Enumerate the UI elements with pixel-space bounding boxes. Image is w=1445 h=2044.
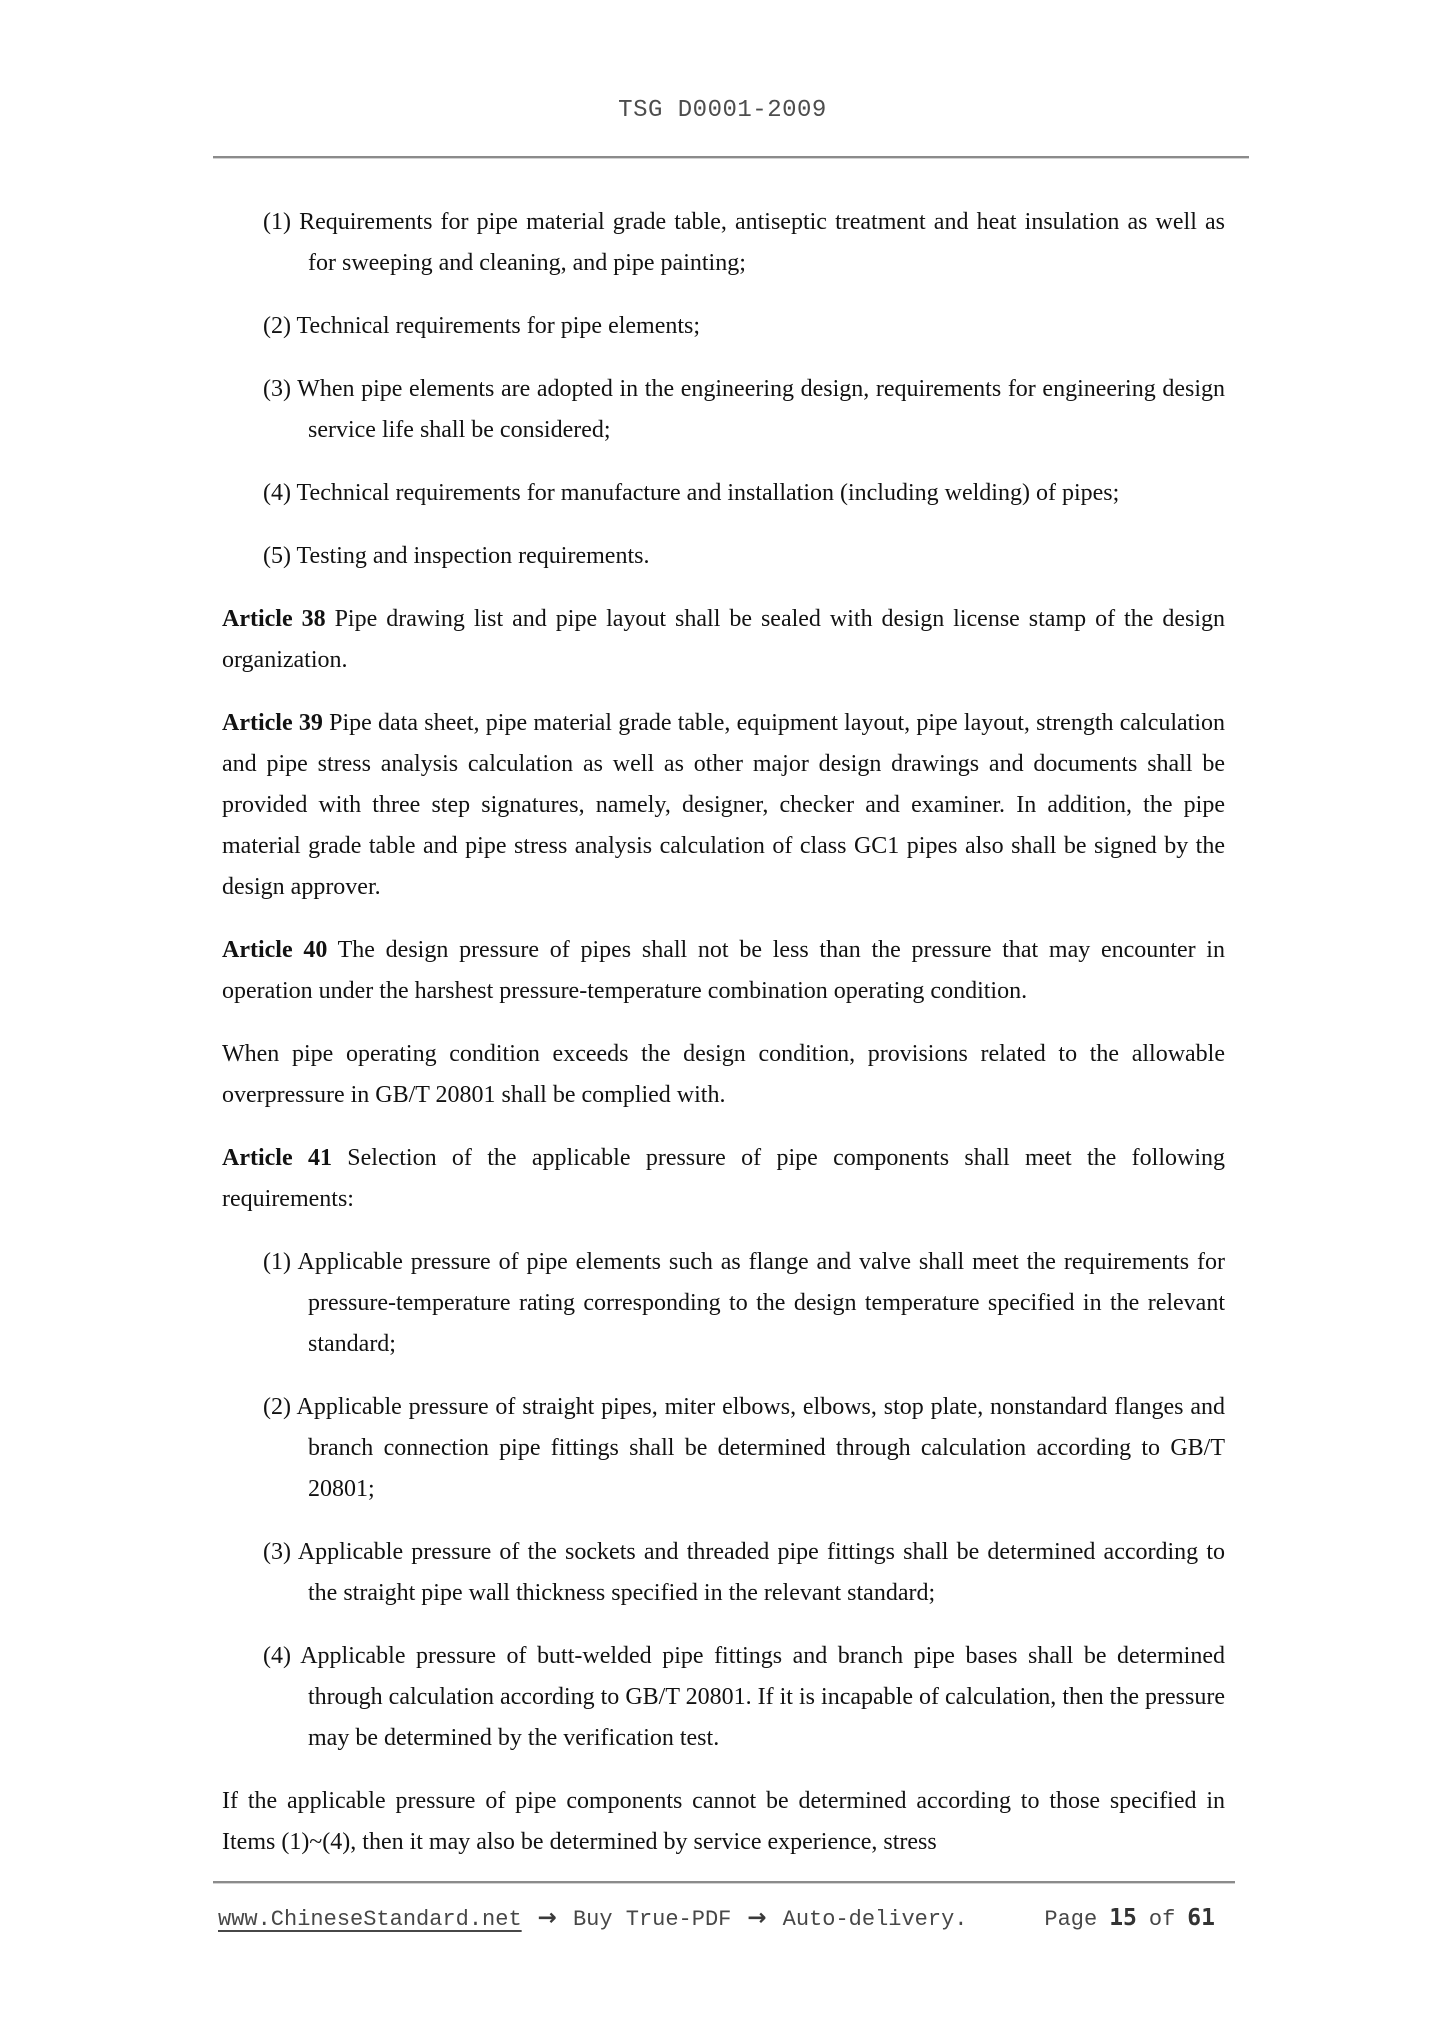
total-page-number: 61 (1187, 1905, 1215, 1931)
list-item: (4) Applicable pressure of butt-welded pipe fittings and branch pipe bases shall be determined through calculation according to GB/T 20801. If it is incapable of calculation, then the pressure may be determined by the verification test. (263, 1643, 1225, 1751)
right-arrow-icon: → (537, 1905, 557, 1931)
list-item: (2) Technical requirements for pipe elements; (263, 313, 701, 339)
article-paragraph (222, 930, 1225, 1012)
list-item: (4) Technical requirements for manufacture and installation (including welding) of pipes; (263, 480, 1120, 506)
footer-site-link[interactable]: www.ChineseStandard.net (218, 1907, 522, 1932)
page-word: Page (1044, 1907, 1098, 1932)
article-paragraph (222, 1138, 1225, 1220)
article-number: Article 38 (222, 606, 326, 632)
document-header-title: TSG D0001-2009 (618, 97, 827, 124)
paragraph: When pipe operating condition exceeds the design condition, provisions related to the allowable overpressure in GB/T 20801 shall be complied with. (222, 1041, 1225, 1108)
article-number: Article 39 (222, 710, 323, 736)
footer-divider (213, 1881, 1235, 1884)
article-paragraph (222, 599, 1225, 681)
article-paragraph (222, 703, 1225, 908)
article-text: Pipe data sheet, pipe material grade table, equipment layout, pipe layout, strength calculation and pipe stress analysis calculation as well as other major design drawings and documents shall be provided with three step signatures, namely, designer, checker and examiner. In addition, the pipe material grade table and pipe stress analysis calculation of class GC1 pipes also shall be signed by the design approver. (222, 710, 1226, 900)
page-indicator (1044, 1903, 1215, 1935)
footer-delivery-text: Auto-delivery. (782, 1907, 968, 1932)
article-text: Selection of the applicable pressure of pipe components shall meet the following requirements: (222, 1145, 1225, 1212)
page-footer (218, 1903, 1215, 1935)
list-item: (1) Applicable pressure of pipe elements such as flange and valve shall meet the requirements for pressure-temperature rating corresponding to the design temperature specified in the relevant standard; (263, 1249, 1225, 1357)
header-divider (213, 156, 1249, 159)
footer-buy-text: Buy True-PDF (572, 1907, 732, 1932)
list-item: (5) Testing and inspection requirements. (263, 543, 650, 569)
article-text: Pipe drawing list and pipe layout shall be sealed with design license stamp of the design organization. (222, 606, 1226, 673)
list-item: (1) Requirements for pipe material grade table, antiseptic treatment and heat insulation as well as for sweeping and cleaning, and pipe painting; (263, 209, 1225, 276)
right-arrow-icon: → (747, 1905, 767, 1931)
of-word: of (1148, 1907, 1176, 1932)
list-item: (2) Applicable pressure of straight pipes, miter elbows, elbows, stop plate, nonstandard flanges and branch connection pipe fittings shall be determined through calculation according to GB/T 20801; (263, 1394, 1225, 1502)
article-number: Article 40 (222, 937, 328, 963)
current-page-number: 15 (1109, 1905, 1137, 1931)
list-item: (3) When pipe elements are adopted in the engineering design, requirements for engineering design service life shall be considered; (263, 376, 1225, 443)
article-number: Article 41 (222, 1145, 332, 1171)
paragraph: If the applicable pressure of pipe components cannot be determined according to those specified in Items (1)~(4), then it may also be determined by service experience, stress (222, 1788, 1225, 1855)
article-text: The design pressure of pipes shall not be less than the pressure that may encounter in operation under the harshest pressure-temperature combination operating condition. (222, 937, 1225, 1004)
document-body (222, 202, 1225, 1885)
list-item: (3) Applicable pressure of the sockets and threaded pipe fittings shall be determined according to the straight pipe wall thickness specified in the relevant standard; (263, 1539, 1225, 1606)
